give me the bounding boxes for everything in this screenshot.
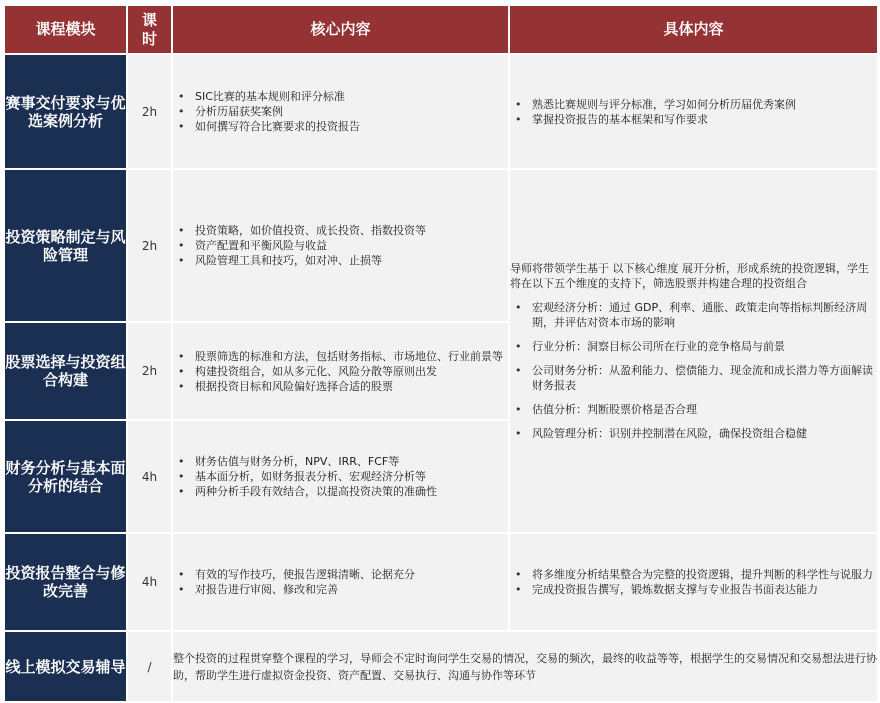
list-item: • 估值分析：判断股票价格是否合理 (510, 402, 877, 417)
module-name: 线上模拟交易辅导 (4, 631, 127, 702)
list-item: • 两种分析手段有效结合，以提高投资决策的准确性 (173, 484, 508, 499)
list-item: • 资产配置和平衡风险与收益 (173, 238, 508, 253)
list-item: • 基本面分析，如财务报表分析、宏观经济分析等 (173, 469, 508, 484)
course-table (3, 4, 879, 703)
header-core: 核心内容 (172, 5, 509, 54)
list-item: • 分析历届获奖案例 (173, 104, 508, 119)
list-item: • SIC比赛的基本规则和评分标准 (173, 89, 508, 104)
table-row (4, 533, 878, 631)
table-row (4, 631, 878, 702)
list-item: • 风险管理工具和技巧，如对冲、止损等 (173, 253, 508, 268)
module-name: 赛事交付要求与优选案例分析 (4, 54, 127, 169)
header-row (4, 5, 878, 54)
module-name: 投资策略制定与风险管理 (4, 169, 127, 322)
list-item: • 掌握投资报告的基本框架和写作要求 (510, 112, 877, 127)
list-item: • 将多维度分析结果整合为完整的投资逻辑，提升判断的科学性与说服力 (510, 567, 877, 582)
table-row (4, 54, 878, 169)
core-content (172, 54, 509, 169)
core-content (172, 322, 509, 420)
list-item: • 宏观经济分析：通过 GDP、利率、通胀、政策走向等指标判断经济周期，并评估对资本市场的影响 (510, 300, 877, 330)
detail-content (509, 54, 878, 169)
merged-detail-content (509, 169, 878, 533)
hours-value: 4h (127, 533, 172, 631)
list-item: • 有效的写作技巧，使报告逻辑清晰、论据充分 (173, 567, 508, 582)
core-content (172, 533, 509, 631)
header-hours: 课 时 (127, 5, 172, 54)
list-item: • 如何撰写符合比赛要求的投资报告 (173, 119, 508, 134)
wide-content: 整个投资的过程贯穿整个课程的学习，导师会不定时询问学生交易的情况，交易的频次，最终的收益等等，根据学生的交易情况和交易想法进行协助，帮助学生进行虚拟资金投资、资产配置、交易执行、沟通与协作等环节 (172, 631, 878, 702)
core-content (172, 420, 509, 533)
core-content (172, 169, 509, 322)
module-name: 财务分析与基本面分析的结合 (4, 420, 127, 533)
hours-value: 2h (127, 54, 172, 169)
list-item: • 构建投资组合，如从多元化、风险分散等原则出发 (173, 364, 508, 379)
table-row (4, 169, 878, 322)
detail-content (509, 533, 878, 631)
module-name: 投资报告整合与修改完善 (4, 533, 127, 631)
hours-value: 4h (127, 420, 172, 533)
hours-value: 2h (127, 322, 172, 420)
module-name: 股票选择与投资组合构建 (4, 322, 127, 420)
list-item: • 财务估值与财务分析，NPV、IRR、FCF等 (173, 454, 508, 469)
list-item: • 行业分析：洞察目标公司所在行业的竞争格局与前景 (510, 339, 877, 354)
list-item: • 风险管理分析：识别并控制潜在风险，确保投资组合稳健 (510, 426, 877, 441)
list-item: • 熟悉比赛规则与评分标准，学习如何分析历届优秀案例 (510, 97, 877, 112)
header-detail: 具体内容 (509, 5, 878, 54)
header-module: 课程模块 (4, 5, 127, 54)
detail-intro: 导师将带领学生基于 以下核心维度 展开分析，形成系统的投资逻辑，学生将在以下五个维度的支持下，筛选股票并构建合理的投资组合 (510, 262, 869, 290)
list-item: • 根据投资目标和风险偏好选择合适的股票 (173, 379, 508, 394)
hours-value: / (127, 631, 172, 702)
hours-value: 2h (127, 169, 172, 322)
list-item: • 完成投资报告撰写，锻炼数据支撑与专业报告书面表达能力 (510, 582, 877, 597)
list-item: • 对报告进行审阅、修改和完善 (173, 582, 508, 597)
list-item: • 公司财务分析：从盈利能力、偿债能力、现金流和成长潜力等方面解读财务报表 (510, 363, 877, 393)
list-item: • 投资策略，如价值投资、成长投资、指数投资等 (173, 223, 508, 238)
list-item: • 股票筛选的标准和方法，包括财务指标、市场地位、行业前景等 (173, 349, 508, 364)
